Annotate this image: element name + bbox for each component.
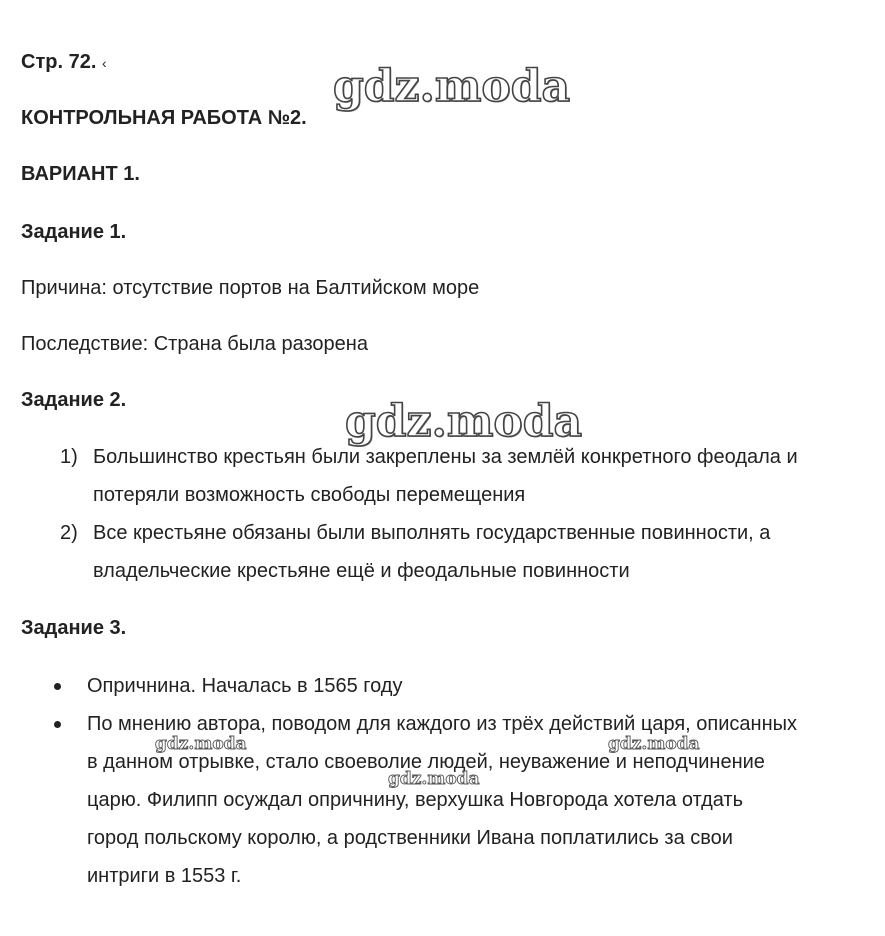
task-2-item-number: 1) — [60, 446, 78, 468]
document-title: КОНТРОЛЬНАЯ РАБОТА №2. — [21, 107, 307, 129]
task-2-item-line: Все крестьяне обязаны были выполнять государственные повинности, а — [93, 522, 771, 544]
task-3-bullet-line: в данном отрывке, стало своеволие людей, неуважение и неподчинение — [87, 751, 765, 773]
task-2-item-number: 2) — [60, 522, 78, 544]
task-2-item-line: потеряли возможность свободы перемещения — [93, 484, 526, 506]
watermark-logo-small: gdz.moda — [608, 734, 700, 754]
page-reference-mark: ‹ — [101, 55, 107, 71]
variant-heading: ВАРИАНТ 1. — [21, 163, 140, 185]
task-1-consequence: Последствие: Страна была разорена — [21, 333, 368, 355]
task-3-bullet-line: Опричнина. Началась в 1565 году — [87, 675, 403, 697]
task-1-cause: Причина: отсутствие портов на Балтийском море — [21, 277, 480, 299]
page-reference — [21, 50, 107, 75]
task-3-heading: Задание 3. — [21, 617, 127, 639]
task-2-heading: Задание 2. — [21, 389, 127, 411]
bullet-marker — [53, 676, 63, 686]
watermark-logo-small: gdz.moda — [155, 734, 247, 754]
task-3-bullet-line: По мнению автора, поводом для каждого из трёх действий царя, описанных — [87, 713, 797, 735]
watermark-logo: gdz.moda — [345, 396, 583, 447]
page-reference-text: Стр. 72. — [21, 51, 97, 73]
watermark-logo-small: gdz.moda — [388, 769, 480, 789]
task-2-item-line: владельческие крестьяне ещё и феодальные повинности — [93, 560, 630, 582]
task-3-bullet-line: царю. Филипп осуждал опричнину, верхушка Новгорода хотела отдать — [87, 789, 744, 811]
watermark-logo: gdz.moda — [333, 61, 571, 112]
task-3-bullet-line: интриги в 1553 г. — [87, 865, 242, 887]
task-3-bullet-line: город польскому королю, а родственники Ивана поплатились за свои — [87, 827, 733, 849]
task-2-item-line: Большинство крестьян были закреплены за землёй конкретного феодала и — [93, 446, 798, 468]
task-1-heading: Задание 1. — [21, 221, 127, 243]
bullet-marker — [53, 714, 63, 724]
